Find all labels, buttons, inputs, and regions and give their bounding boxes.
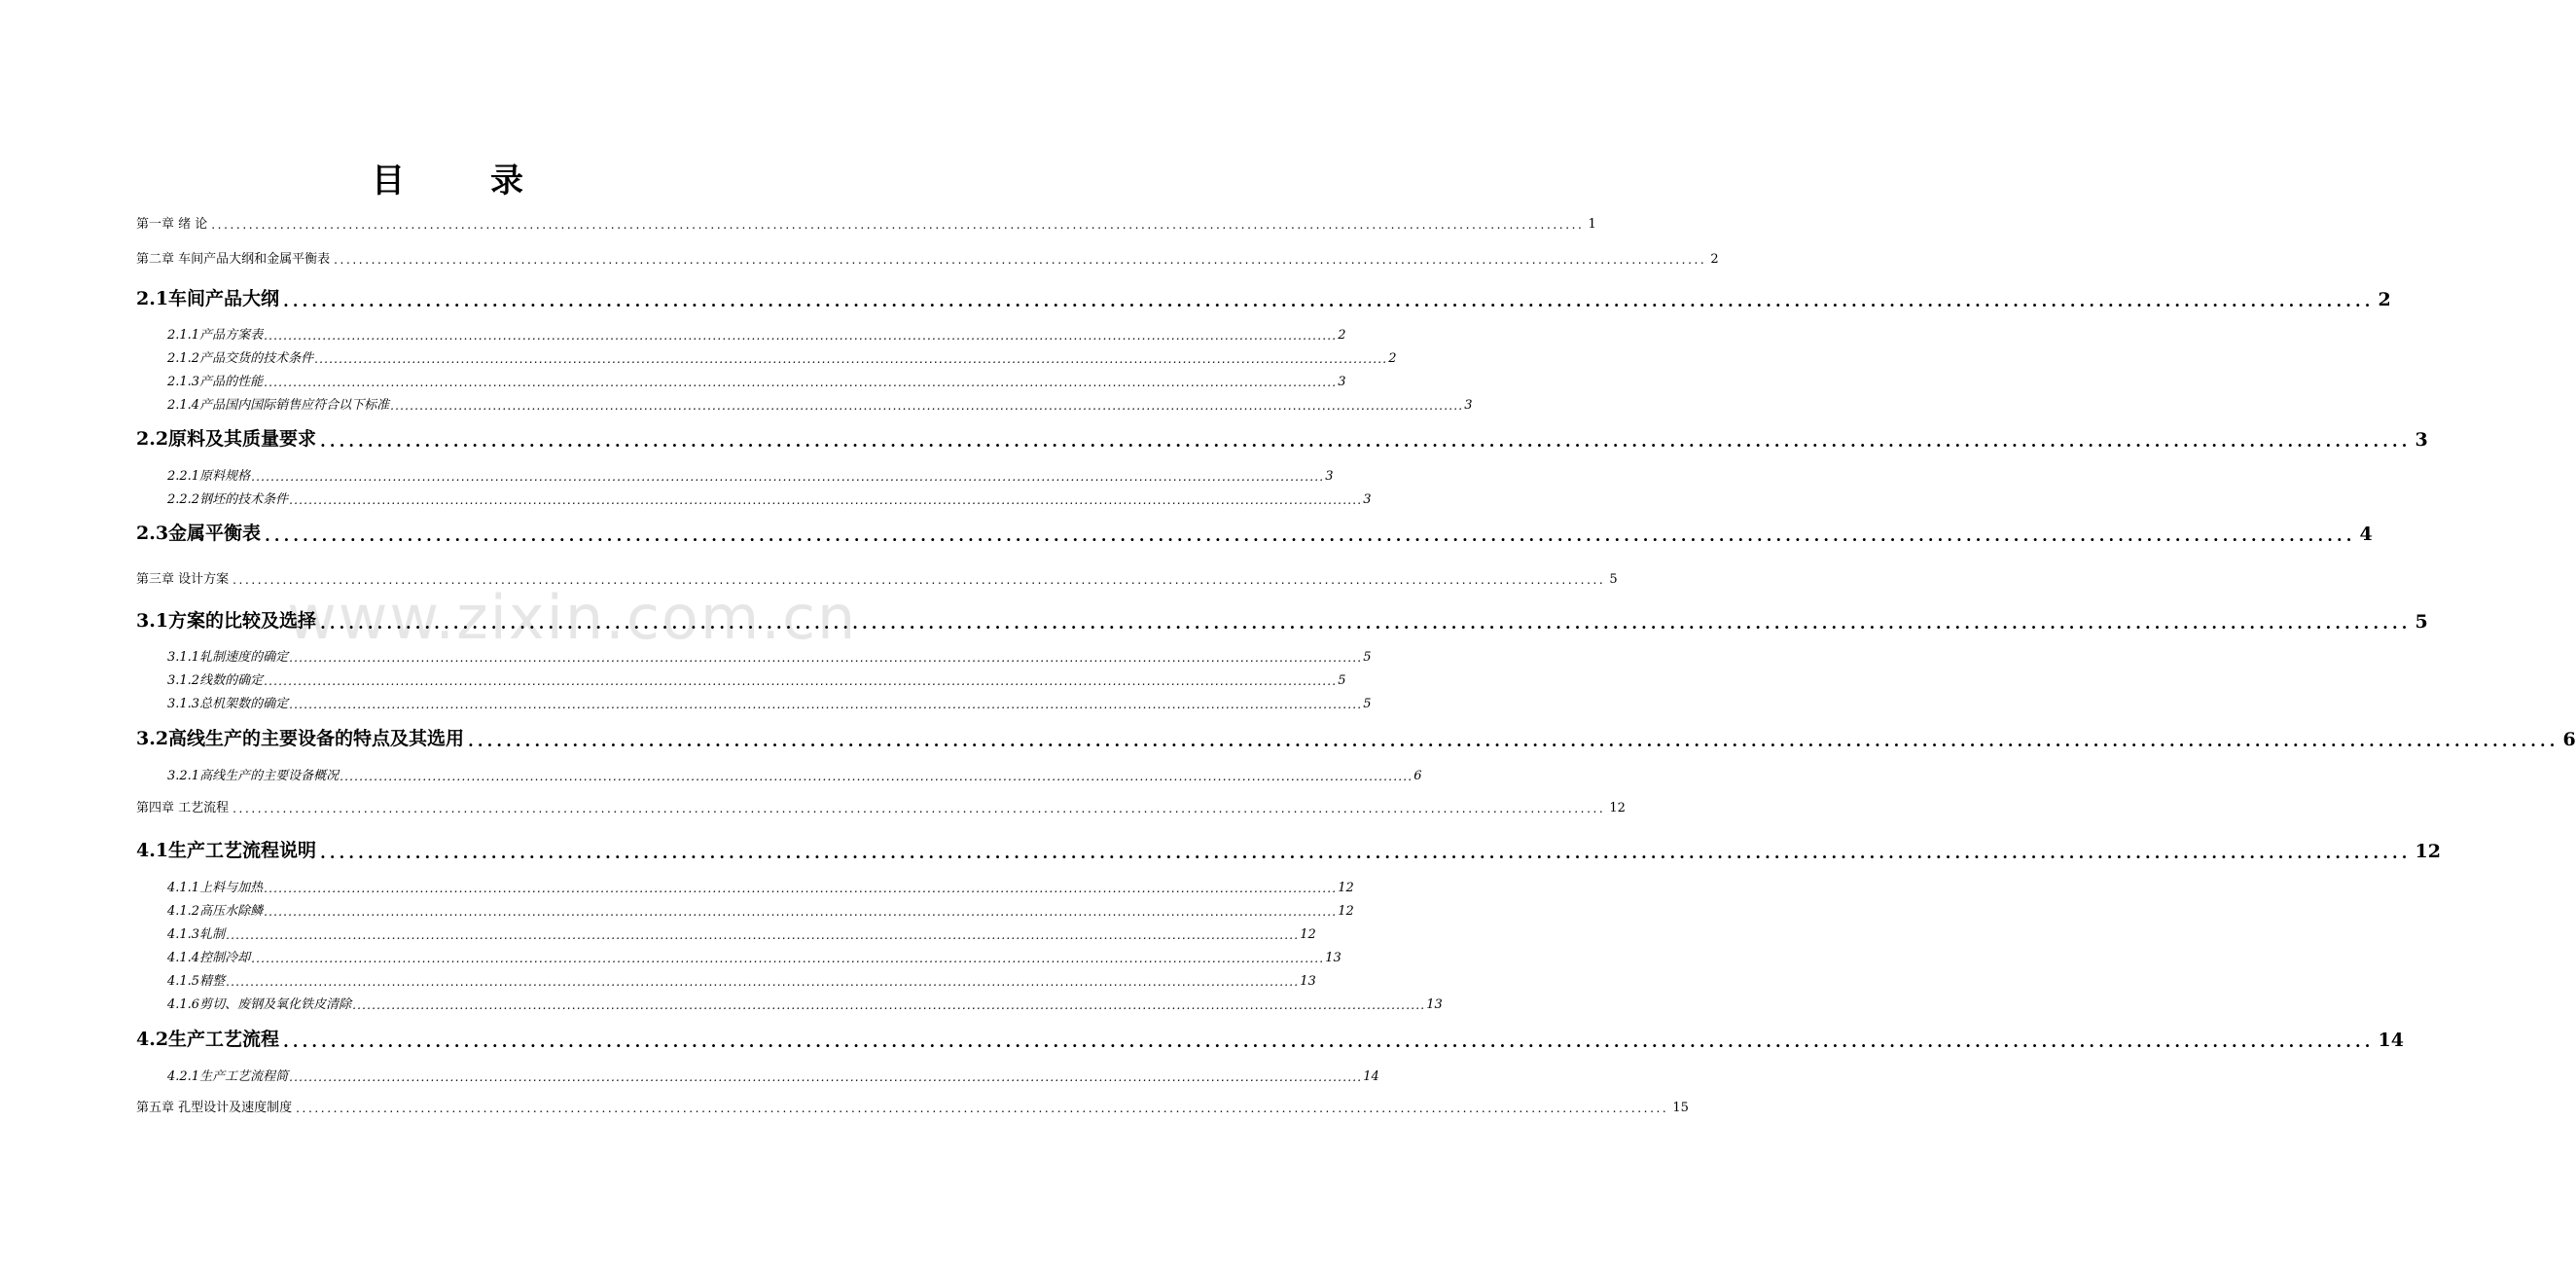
toc-entry-page-number: 12 <box>1338 904 1354 919</box>
toc-entry-label: 2.2原料及其质量要求 <box>136 428 317 450</box>
toc-leader-dots: ............................................................................................................................................................................................................................ <box>283 1032 2375 1051</box>
toc-entry-label: 3.1.3总机架数的确定 <box>167 697 289 711</box>
toc-entry-sub <box>167 946 1342 965</box>
toc-entry-label: 3.1.1轧制速度的确定 <box>167 650 289 665</box>
toc-entry-page-number: 2 <box>1338 328 1346 343</box>
toc-entry-page-number: 2 <box>2378 289 2391 310</box>
toc-leader-dots: ............................................................................................................................................................................................................................ <box>289 1070 1363 1084</box>
toc-leader-dots: ............................................................................................................................................................................................................................ <box>251 952 1325 965</box>
toc-entry-page-number: 3 <box>1363 492 1372 507</box>
toc-entry-page-number: 15 <box>1672 1101 1689 1115</box>
toc-entry-chapter <box>136 1096 1689 1115</box>
toc-entry-label: 3.2高线生产的主要设备的特点及其选用 <box>136 728 465 749</box>
toc-entry-label: 2.1车间产品大纲 <box>136 288 280 309</box>
toc-entry-label: 3.2.1高线生产的主要设备概况 <box>167 769 340 783</box>
toc-entry-page-number: 12 <box>1300 927 1316 942</box>
toc-entry-section <box>136 283 2391 310</box>
toc-entry-page-number: 12 <box>1609 801 1626 815</box>
toc-entry-sub <box>167 645 1372 665</box>
toc-entry-label: 2.1.4产品国内国际销售应符合以下标准 <box>167 398 390 413</box>
toc-entry-page-number: 3 <box>1325 469 1334 484</box>
toc-entry-sub <box>167 993 1443 1012</box>
toc-entry-section <box>136 723 2576 750</box>
toc-leader-dots: ............................................................................................................................................................................................................................ <box>320 844 2412 862</box>
toc-leader-dots: ............................................................................................................................................................................................................................ <box>468 732 2559 750</box>
toc-entry-sub <box>167 393 1473 413</box>
toc-entry-label: 2.1.1产品方案表 <box>167 328 264 343</box>
toc-entry-label: 3.1.2线数的确定 <box>167 673 264 688</box>
toc-leader-dots: ............................................................................................................................................................................................................................ <box>264 882 1338 895</box>
toc-entry-label: 2.2.1原料规格 <box>167 469 251 484</box>
toc-entry-label: 4.1.1上料与加热 <box>167 881 264 895</box>
toc-entry-page-number: 5 <box>1609 572 1618 587</box>
toc-entry-label: 2.2.2钢坯的技术条件 <box>167 492 289 507</box>
toc-leader-dots: ............................................................................................................................................................................................................................ <box>334 253 1707 267</box>
toc-entry-label: 4.1生产工艺流程说明 <box>136 840 317 861</box>
toc-entry-page-number: 13 <box>1426 997 1443 1012</box>
toc-entry-sub <box>167 969 1316 989</box>
toc-leader-dots: ............................................................................................................................................................................................................................ <box>289 698 1363 711</box>
toc-leader-dots: ............................................................................................................................................................................................................................ <box>251 470 1325 484</box>
toc-entry-sub <box>167 764 1422 783</box>
toc-leader-dots: ............................................................................................................................................................................................................................ <box>320 614 2412 633</box>
toc-entry-page-number: 4 <box>2359 524 2373 545</box>
watermark: www.zixin.com.cn <box>287 582 858 653</box>
toc-entry-page-number: 2 <box>1710 252 1719 267</box>
toc-entry-sub <box>167 692 1372 711</box>
toc-entry-label: 第二章 车间产品大纲和金属平衡表 <box>136 252 331 267</box>
title-char-1: 目 <box>372 162 405 200</box>
toc-entry-sub <box>167 370 1346 389</box>
toc-entry-label: 第五章 孔型设计及速度制度 <box>136 1101 293 1115</box>
toc-entry-label: 3.1方案的比较及选择 <box>136 610 317 632</box>
toc-leader-dots: ............................................................................................................................................................................................................................ <box>264 376 1338 389</box>
toc-entry-page-number: 3 <box>2415 429 2428 451</box>
toc-leader-dots: ............................................................................................................................................................................................................................ <box>320 432 2412 451</box>
toc-entry-page-number: 1 <box>1588 217 1596 232</box>
toc-leader-dots: ............................................................................................................................................................................................................................ <box>211 218 1585 232</box>
toc-entry-sub <box>167 323 1346 343</box>
toc-entry-label: 第三章 设计方案 <box>136 572 230 587</box>
toc-entry-page-number: 2 <box>1388 351 1397 366</box>
toc-entry-label: 4.1.5精整 <box>167 974 226 989</box>
toc-entry-chapter <box>136 212 1596 232</box>
toc-leader-dots: ............................................................................................................................................................................................................................ <box>226 975 1300 989</box>
toc-entry-sub <box>167 1065 1379 1084</box>
toc-leader-dots: ............................................................................................................................................................................................................................ <box>314 352 1388 366</box>
toc-entry-label: 4.2生产工艺流程 <box>136 1029 280 1050</box>
toc-entry-page-number: 13 <box>1325 951 1342 965</box>
toc-entry-section <box>136 605 2428 633</box>
toc-entry-label: 4.1.4控制冷却 <box>167 951 251 965</box>
toc-leader-dots: ............................................................................................................................................................................................................................ <box>296 1102 1669 1115</box>
toc-leader-dots: ............................................................................................................................................................................................................................ <box>226 928 1300 942</box>
toc-entry-section <box>136 518 2373 545</box>
toc-entry-page-number: 14 <box>1363 1069 1379 1084</box>
toc-entry-section <box>136 835 2441 862</box>
toc-entry-sub <box>167 346 1397 366</box>
toc-leader-dots: ............................................................................................................................................................................................................................ <box>390 399 1464 413</box>
toc-entry-sub <box>167 669 1346 688</box>
page-title <box>0 154 895 201</box>
toc-entry-section <box>136 1024 2404 1051</box>
toc-entry-chapter <box>136 796 1626 815</box>
toc-entry-sub <box>167 899 1354 919</box>
toc-entry-page-number: 6 <box>2562 729 2576 750</box>
toc-entry-label: 4.2.1生产工艺流程简 <box>167 1069 289 1084</box>
toc-entry-label: 第一章 绪 论 <box>136 217 208 232</box>
toc-leader-dots: ............................................................................................................................................................................................................................ <box>289 493 1363 507</box>
toc-leader-dots: ............................................................................................................................................................................................................................ <box>264 674 1338 688</box>
toc-leader-dots: ............................................................................................................................................................................................................................ <box>265 526 2356 545</box>
toc-entry-page-number: 3 <box>1338 375 1346 389</box>
toc-leader-dots: ............................................................................................................................................................................................................................ <box>233 573 1606 587</box>
toc-entry-page-number: 3 <box>1464 398 1473 413</box>
toc-entry-label: 第四章 工艺流程 <box>136 801 230 815</box>
toc-entry-label: 4.1.3轧制 <box>167 927 226 942</box>
toc-leader-dots: ............................................................................................................................................................................................................................ <box>264 905 1338 919</box>
toc-entry-page-number: 5 <box>2415 611 2428 633</box>
toc-entry-page-number: 6 <box>1413 769 1422 783</box>
toc-entry-sub <box>167 923 1316 942</box>
toc-leader-dots: ............................................................................................................................................................................................................................ <box>289 651 1363 665</box>
toc-entry-page-number: 5 <box>1338 673 1346 688</box>
toc-entry-label: 4.1.2高压水除鳞 <box>167 904 264 919</box>
toc-entry-section <box>136 423 2428 451</box>
toc-entry-page-number: 5 <box>1363 697 1372 711</box>
toc-leader-dots: ............................................................................................................................................................................................................................ <box>264 329 1338 343</box>
toc-entry-page-number: 5 <box>1363 650 1372 665</box>
toc-leader-dots: ............................................................................................................................................................................................................................ <box>340 770 1413 783</box>
toc-entry-sub <box>167 464 1334 484</box>
toc-entry-page-number: 13 <box>1300 974 1316 989</box>
toc-entry-sub <box>167 876 1354 895</box>
toc-leader-dots: ............................................................................................................................................................................................................................ <box>352 998 1426 1012</box>
toc-entry-chapter <box>136 567 1618 587</box>
toc-leader-dots: ............................................................................................................................................................................................................................ <box>233 802 1606 815</box>
toc-entry-label: 2.1.2产品交货的技术条件 <box>167 351 314 366</box>
toc-entry-label: 2.1.3产品的性能 <box>167 375 264 389</box>
toc-entry-page-number: 14 <box>2378 1030 2404 1051</box>
title-char-2: 录 <box>490 162 523 200</box>
toc-entry-page-number: 12 <box>2415 841 2441 862</box>
toc-entry-label: 2.3金属平衡表 <box>136 523 262 544</box>
toc-entry-chapter <box>136 247 1719 267</box>
toc-entry-label: 4.1.6剪切、废钢及氧化铁皮清除 <box>167 997 352 1012</box>
toc-entry-sub <box>167 488 1372 507</box>
toc-entry-page-number: 12 <box>1338 881 1354 895</box>
toc-leader-dots: ............................................................................................................................................................................................................................ <box>283 292 2375 310</box>
